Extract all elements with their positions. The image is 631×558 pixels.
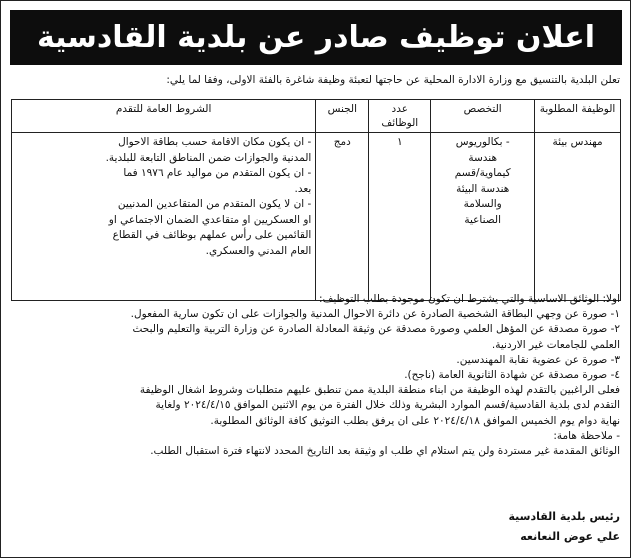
requirements-body	[8, 292, 620, 459]
important-note: الوثائق المقدمة غير مستردة ولن يتم استلام اي طلب او وثيقة بعد التاريخ المحدد لانتهاء فترة استقبال الطلب.	[150, 445, 620, 458]
specialty-line: هندسة البيئة	[456, 182, 510, 195]
specialty-line: - بكالوريوس	[455, 136, 510, 148]
application-instructions: فعلى الراغبين بالتقدم لهذه الوظيفة من ابناء منطقة البلدية ممن تنطبق عليهم متطلبات وشروط اشغال الوظيفة	[139, 384, 620, 397]
important-note-heading: - ملاحظة هامة:	[553, 429, 620, 442]
table-row	[12, 133, 621, 301]
announcement-title: اعلان توظيف صادر عن بلدية القادسية	[10, 10, 622, 65]
signature-block	[508, 507, 620, 547]
document-item: ٤- صورة مصدقة عن شهادة الثانوية العامة (ناجح).	[404, 369, 620, 382]
cell-job: مهندس بيئة	[535, 133, 621, 301]
document-item-continuation: العلمي للجامعات غير الاردنية.	[491, 338, 620, 351]
condition-line: او العسكريين او متقاعدي الضمان الاجتماعي او	[108, 213, 312, 226]
header-job: الوظيفة المطلوبة	[535, 100, 621, 133]
condition-line: - ان لا يكون المتقدم من المتقاعدين المدنيين	[117, 198, 312, 210]
specialty-line: هندسة	[468, 151, 497, 164]
condition-line: - ان يكون مكان الاقامة حسب بطاقة الاحوال	[118, 136, 312, 148]
header-conditions: الشروط العامة للتقدم	[12, 100, 316, 133]
header-gender: الجنس	[316, 100, 369, 133]
signature-name: علي عوض النعانعه	[520, 530, 620, 543]
cell-conditions	[12, 133, 316, 301]
jobs-table	[11, 99, 621, 301]
intro-text: تعلن البلدية بالتنسيق مع وزارة الادارة المحلية عن حاجتها لتعبئة وظيفة شاغرة بالفئة الاولى، وفقا لما يلي:	[166, 74, 620, 86]
header-specialty: التخصص	[431, 100, 535, 133]
condition-line: العام المدني والعسكري.	[205, 244, 312, 257]
condition-line: المدنية والجوازات ضمن المناطق التابعة للبلدية.	[105, 151, 312, 164]
condition-line: بعد.	[294, 182, 312, 195]
signature-position: رئيس بلدية القادسية	[508, 510, 620, 523]
application-instructions: التقدم لدى بلدية القادسية/قسم الموارد البشرية وذلك خلال الفترة من يوم الاثنين الموافق ٢٠٢٤/٤/١٥ ولغاية	[155, 399, 620, 412]
documents-heading: اولا: الوثائق الاساسية والتي يشترط ان تكون موجودة بطلب التوظيف:	[318, 293, 620, 305]
cell-gender: دمج	[316, 133, 369, 301]
document-item: ١- صورة عن وجهي البطاقة الشخصية الصادرة عن دائرة الاحوال المدنية والجوازات على ان تكون سارية المفعول.	[130, 308, 620, 321]
table-header-row	[12, 100, 621, 133]
specialty-line: كيماوية/قسم	[454, 167, 511, 179]
document-item: ٢- صورة مصدقة عن المؤهل العلمي وصورة مصدقة عن وثيقة المعادلة الصادرة عن وزارة التربية والتعليم والبحث	[132, 323, 620, 336]
application-instructions: نهاية دوام يوم الخميس الموافق ٢٠٢٤/٤/١٨ على ان يرفق بطلب التوثيق كافة الوثائق المطلوبة.	[210, 414, 620, 427]
specialty-line: والسلامة	[463, 198, 502, 210]
condition-line: - ان يكون المتقدم من مواليد عام ١٩٧٦ فما	[123, 167, 312, 179]
cell-specialty	[431, 133, 535, 301]
specialty-line: الصناعية	[464, 213, 501, 226]
document-item: ٣- صورة عن عضوية نقابة المهندسين.	[456, 353, 620, 366]
cell-count: ١	[369, 133, 431, 301]
header-count: عدد الوظائف	[369, 100, 431, 133]
condition-line: القائمين على رأس عملهم بوظائف في القطاع	[112, 229, 312, 241]
